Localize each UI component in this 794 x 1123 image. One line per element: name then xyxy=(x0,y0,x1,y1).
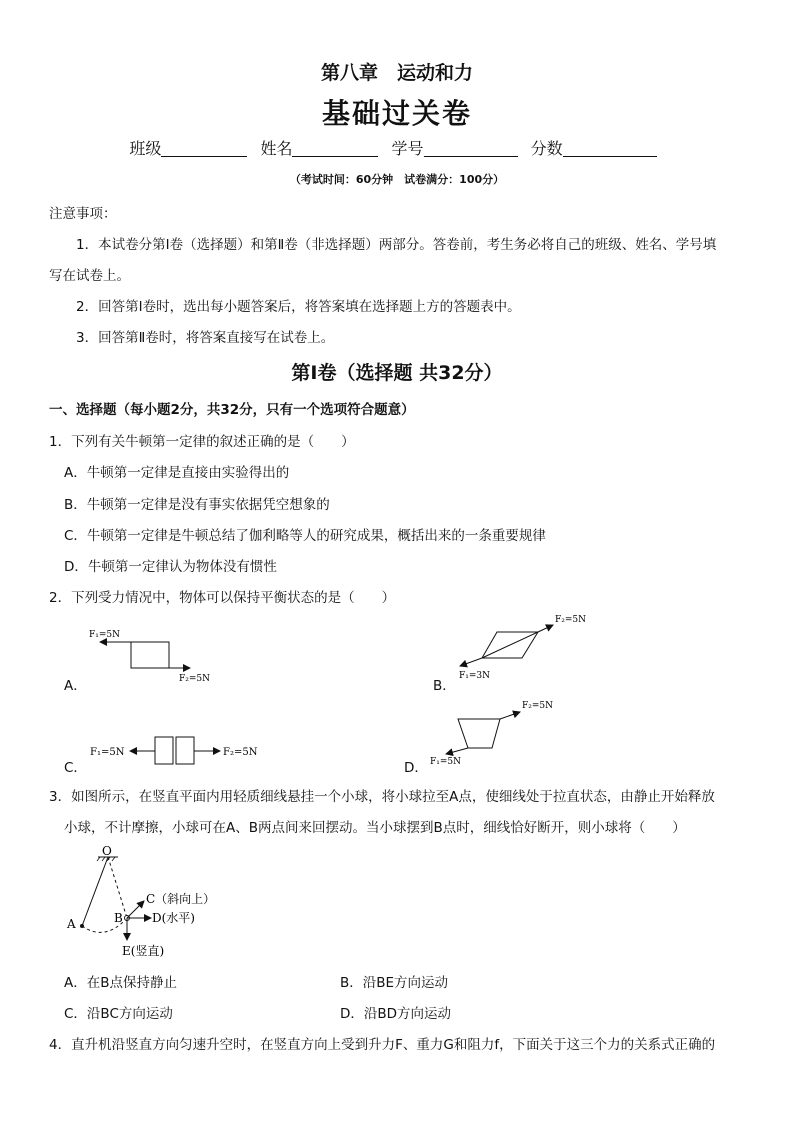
class-blank[interactable] xyxy=(161,140,247,157)
field-score-label: 分数 xyxy=(530,139,563,158)
q3-option-b[interactable]: B．沿BE方向运动 xyxy=(340,975,449,991)
direction-arrow-c xyxy=(127,901,144,918)
exam-time-note: （考试时间：60分钟 试卷满分：100分） xyxy=(289,173,505,186)
object-block-left xyxy=(155,737,173,764)
number-blank[interactable] xyxy=(424,140,518,157)
q2-option-b-label[interactable]: B． xyxy=(433,678,456,694)
notice-heading: 注意事项： xyxy=(49,206,117,222)
q2-option-a-label[interactable]: A． xyxy=(64,678,87,694)
force-arrow-f2 xyxy=(500,712,520,719)
point-label-b: B xyxy=(114,911,123,925)
notice-item-3: 3．回答第Ⅱ卷时，将答案直接写在试卷上。 xyxy=(76,330,335,346)
string-to-b xyxy=(108,857,127,918)
student-info-row xyxy=(0,136,794,159)
q3-pendulum-figure xyxy=(60,842,230,962)
q3-option-a[interactable]: A．在B点保持静止 xyxy=(64,975,177,991)
force-arrow-f2 xyxy=(538,625,553,632)
q2-figure-b xyxy=(450,608,600,688)
chapter-title: 第八章 运动和力 xyxy=(320,62,473,84)
ball-at-a xyxy=(80,924,84,928)
object-block-right xyxy=(176,737,194,764)
q3-stem-line2: 小球，不计摩擦，小球可在A、B两点间来回摆动。当小球摆到B点时，细线恰好断开，则小球将（ ） xyxy=(64,820,686,836)
name-blank[interactable] xyxy=(292,140,378,157)
force-label-f1: F₁=5N xyxy=(430,757,461,767)
q1-stem: 1．下列有关牛顿第一定律的叙述正确的是（ ） xyxy=(49,434,355,450)
point-label-d: D(水平) xyxy=(152,911,195,925)
q2-option-d-label[interactable]: D． xyxy=(404,760,428,776)
q2-figure-d xyxy=(420,692,570,772)
part-heading: 一、选择题（每小题2分，共32分，只有一个选项符合题意） xyxy=(49,402,415,418)
q3-option-d[interactable]: D．沿BD方向运动 xyxy=(340,1006,452,1022)
force-label-f1: F₁=5N xyxy=(89,630,120,640)
q4-stem: 4．直升机沿竖直方向匀速升空时，在竖直方向上受到升力F、重力G和阻力f，下面关于这三个力的关系式正确的 xyxy=(49,1037,716,1053)
point-label-o: O xyxy=(102,844,112,858)
q2-stem: 2．下列受力情况中，物体可以保持平衡状态的是（ ） xyxy=(49,590,396,606)
force-label-f2: F₂=5N xyxy=(223,747,258,758)
field-number-label: 学号 xyxy=(391,139,424,158)
field-class-label: 班级 xyxy=(129,139,162,158)
paper-title: 基础过关卷 xyxy=(321,97,472,130)
section-title: 第Ⅰ卷（选择题 共32分） xyxy=(291,362,503,384)
point-label-a: A xyxy=(67,917,76,931)
notice-item-1-cont: 写在试卷上。 xyxy=(49,268,130,284)
point-label-c: C（斜向上） xyxy=(146,892,216,906)
score-blank[interactable] xyxy=(563,140,657,157)
q3-stem-line1: 3．如图所示，在竖直平面内用轻质细线悬挂一个小球，将小球拉至A点，使细线处于拉直状态，由静止开始释放 xyxy=(49,789,715,805)
string-to-a xyxy=(82,857,108,926)
force-label-f1: F₁=3N xyxy=(459,671,490,681)
q3-option-c[interactable]: C．沿BC方向运动 xyxy=(64,1006,173,1022)
point-label-e: E(竖直) xyxy=(122,944,165,958)
object-box xyxy=(131,642,169,668)
notice-item-1: 1．本试卷分第Ⅰ卷（选择题）和第Ⅱ卷（非选择题）两部分。答卷前，考生务必将自己的班级、姓名、学号填 xyxy=(76,237,717,253)
object-trapezoid xyxy=(458,719,500,748)
q1-option-a[interactable]: A．牛顿第一定律是直接由实验得出的 xyxy=(64,465,290,481)
force-arrow-f1 xyxy=(460,658,482,666)
force-arrow-f1 xyxy=(446,748,468,754)
q1-option-c[interactable]: C．牛顿第一定律是牛顿总结了伽利略等人的研究成果，概括出来的一条重要规律 xyxy=(64,528,546,544)
q1-option-b[interactable]: B．牛顿第一定律是没有事实依据凭空想象的 xyxy=(64,497,330,513)
notice-item-2: 2．回答第Ⅰ卷时，选出每小题答案后，将答案填在选择题上方的答题表中。 xyxy=(76,299,521,315)
q1-option-d[interactable]: D．牛顿第一定律认为物体没有惯性 xyxy=(64,559,277,575)
force-label-f1: F₁=5N xyxy=(90,747,125,758)
q2-figure-a xyxy=(80,620,220,688)
q2-option-c-label[interactable]: C． xyxy=(64,760,87,776)
q2-figure-c xyxy=(80,730,270,770)
force-label-f2: F₂=5N xyxy=(179,674,210,684)
force-label-f2: F₂=5N xyxy=(522,701,553,711)
force-label-f2: F₂=5N xyxy=(555,615,586,625)
field-name-label: 姓名 xyxy=(260,139,293,158)
